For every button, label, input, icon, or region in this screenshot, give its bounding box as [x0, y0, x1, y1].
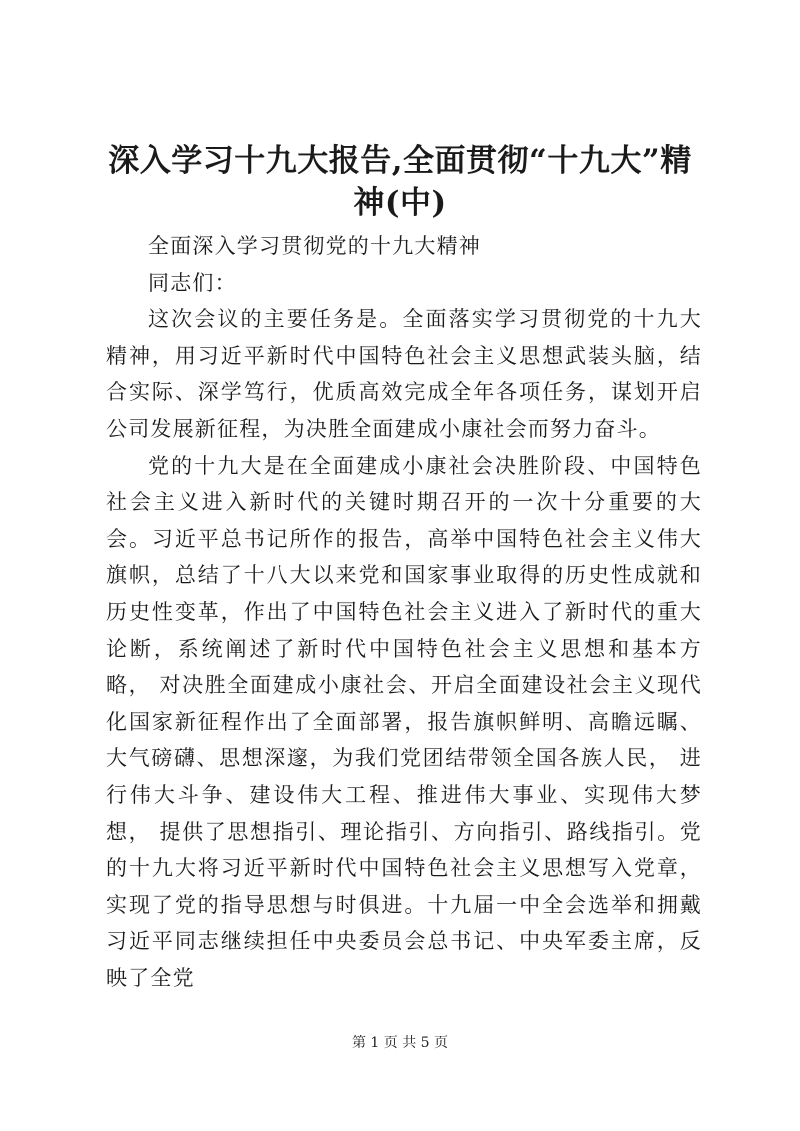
paragraph-meeting-task: 这次会议的主要任务是。全面落实学习贯彻党的十九大精神，用习近平新时代中国特色社会主义思想武装头脑，结合实际、深学笃行，优质高效完成全年各项任务，谋划开启公司发展新征程，为决胜全面建成小康社会而努力奋斗。 — [106, 307, 702, 441]
paragraph-salutation: 同志们： — [148, 270, 237, 295]
paragraph-heading: 全面深入学习贯彻党的十九大精神 — [148, 234, 481, 258]
paragraph-congress-summary: 党的十九大是在全面建成小康社会决胜阶段、中国特色社会主义进入新时代的关键时期召开的一次十分重要的大会。习近平总书记所作的报告，高举中国特色社会主义伟大旗帜，总结了十八大以来党和国家事业取得的历史性成就和历史性变革，作出了中国特色社会主义进入了新时代的重大论断，系统阐述了新时代中国特色社会主义思想和基本方略， 对决胜全面建成小康社会、开启全面建设社会主义现代化国家新征程作出了全面部署，报告旗帜鲜明、高瞻远瞩、大气磅礴、思想深邃，为我们党团结带领全国各族人民， 进行伟大斗争、建设伟大工程、推进伟大事业、实现伟大梦想， 提供了思想指引、理论指引、方向指引、路线指引。党的十九大将习近平新时代中国特色社会主义思想写入党章，实现了党的指导思想与时俱进。十九届一中全会选举和拥戴习近平同志继续担任中央委员会总书记、中央军委主席，反映了全党 — [106, 453, 702, 990]
document-title: 深入学习十九大报告,全面贯彻“十九大”精神(中) — [108, 143, 692, 221]
document-body — [106, 228, 702, 996]
page-footer: 第 1 页 共 5 页 — [351, 1035, 449, 1051]
